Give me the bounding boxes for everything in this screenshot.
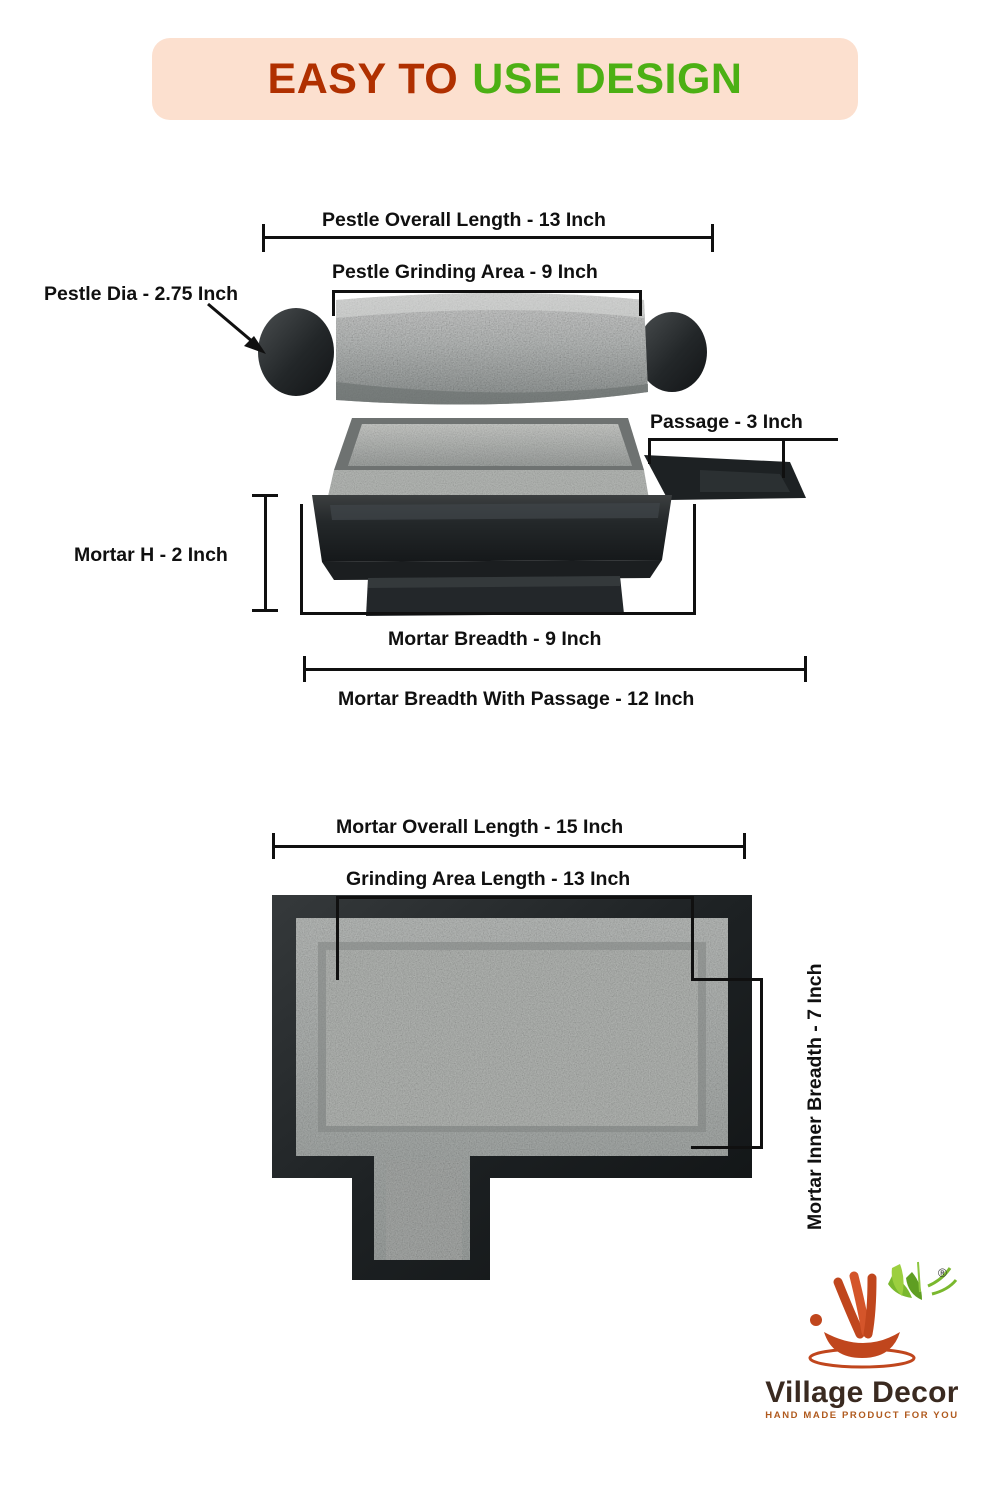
- label-mortar-breadth-with-passage: Mortar Breadth With Passage - 12 Inch: [338, 688, 695, 710]
- brand-name: Village Decor: [765, 1376, 959, 1409]
- dimension-tick-mol-left: [272, 833, 275, 859]
- dimension-line-pestle-grinding-area: [332, 290, 642, 293]
- dimension-tick-bwp-left: [303, 656, 306, 682]
- dimension-tick-gal-left: [336, 896, 339, 980]
- dimension-line-passage: [648, 438, 838, 441]
- dimension-tick-mortar-h-bottom: [252, 609, 278, 612]
- label-pestle-grinding-area: Pestle Grinding Area - 9 Inch: [332, 261, 598, 283]
- dimension-line-mortar-breadth-passage: [303, 668, 807, 671]
- label-mortar-height: Mortar H - 2 Inch: [74, 544, 228, 566]
- header-title-part1: EASY TO: [267, 54, 459, 103]
- dimension-tick-gal-right: [691, 896, 694, 980]
- dimension-tick-mortar-breadth-left: [300, 504, 303, 614]
- brand-tagline: HAND MADE PRODUCT FOR YOU: [765, 1410, 959, 1421]
- top-view-figure: [0, 760, 1008, 1320]
- label-mortar-inner-breadth: Mortar Inner Breadth - 7 Inch: [804, 963, 826, 1230]
- registered-mark: ®: [938, 1266, 947, 1280]
- dimension-tick-left-pestle-overall: [262, 224, 265, 252]
- label-pestle-dia: Pestle Dia - 2.75 Inch: [44, 283, 239, 305]
- dimension-line-mortar-overall-length: [272, 845, 746, 848]
- mortar-top-illustration: [0, 760, 1008, 1320]
- label-mortar-breadth: Mortar Breadth - 9 Inch: [388, 628, 602, 650]
- dimension-line-mortar-inner-breadth: [760, 978, 763, 1148]
- dimension-leader-mib-top: [691, 978, 763, 981]
- dimension-tick-right-grinding: [639, 290, 642, 316]
- dimension-tick-mortar-h-top: [252, 494, 278, 497]
- dimension-tick-mortar-breadth-right: [693, 504, 696, 614]
- dimension-leader-passage-right: [782, 438, 785, 478]
- dimension-leader-mib-bottom: [691, 1146, 763, 1149]
- dimension-line-mortar-height: [264, 494, 267, 612]
- brand-logo: [742, 1258, 982, 1458]
- dimension-line-pestle-overall-length: [262, 236, 714, 239]
- dimension-tick-bwp-right: [804, 656, 807, 682]
- label-mortar-overall-length: Mortar Overall Length - 15 Inch: [336, 816, 624, 838]
- dimension-line-grinding-area-length: [336, 896, 694, 899]
- label-grinding-area-length: Grinding Area Length - 13 Inch: [346, 868, 631, 890]
- dimension-tick-right-pestle-overall: [711, 224, 714, 252]
- label-pestle-overall-length: Pestle Overall Length - 13 Inch: [322, 209, 606, 231]
- dimension-tick-left-grinding: [332, 290, 335, 316]
- header-title-part2: USE DESIGN: [472, 54, 743, 103]
- dimension-tick-passage-left: [648, 438, 651, 464]
- dimension-tick-mol-right: [743, 833, 746, 859]
- dimension-line-mortar-breadth: [300, 612, 696, 615]
- label-passage: Passage - 3 Inch: [650, 411, 803, 433]
- pestle-dia-arrow: [200, 300, 320, 370]
